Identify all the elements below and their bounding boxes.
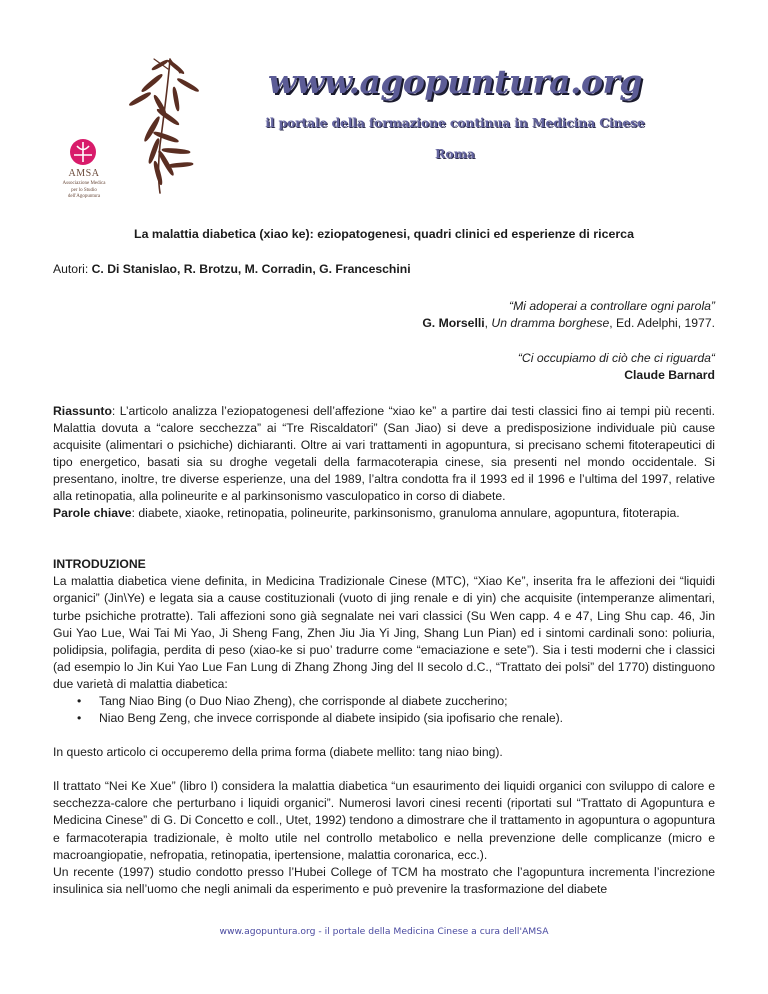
amsa-subtitle — [52, 181, 116, 201]
abstract-paragraph — [53, 403, 715, 506]
document-title: La malattia diabetica (xiao ke): eziopatogenesi, quadri clinici ed esperienze di ricerca — [134, 227, 634, 241]
keywords-label: Parole chiave — [53, 506, 132, 521]
epigraph-author: G. Morselli — [422, 316, 485, 331]
amsa-name: AMSA — [68, 168, 100, 179]
epigraph-author: Claude Barnard — [624, 368, 715, 383]
epigraph-quote: “Ci occupiamo di ciò che ci riguarda“ — [517, 351, 715, 366]
site-title-link[interactable]: www.agopuntura.org — [268, 62, 642, 101]
amsa-subtitle-line: per lo Studio — [71, 187, 97, 193]
abstract-text: : L’articolo analizza l’eziopatogenesi dell’affezione “xiao ke” a partire dai testi classici fino ai tempi più recenti. Malattia dovuta a “calore secchezza” ai “Tre Riscaldatori” (San Jiao) si deve a predisposizione individuale più cause acquisite (alimentari o psichiche) dichiaranti. Oltre ai vari trattamenti in agopuntura, si precisano schemi fitoterapeutici di tipo energetico, basati sia su droghe vegetali della farmacoterapia cinese, sia presenti nel mondo occidentale. Si presentano, inoltre, tre diverse esperienze, una del 1989, l’altra condotta fra il 1993 ed il 1996 e l’ultima del 1997, relative alla retinopatia, alla polineurite e al parkinsonismo vasculopatico in corso di diabete. — [53, 403, 715, 504]
diabetes-varieties-list — [53, 693, 715, 727]
page-footer: www.agopuntura.org - il portale della Medicina Cinese a cura dell'AMSA — [219, 926, 549, 937]
authors-line — [53, 261, 715, 278]
bamboo-branch-icon — [110, 55, 240, 195]
intro-paragraph-4: Un recente (1997) studio condotto presso l’Hubei College of TCM ha mostrato che l’agopuntura incrementa l’increzione insulinica sia nell’uomo che negli animali da esperimento e può prevenire la trasformazione del diabete — [53, 864, 715, 896]
separator: , — [484, 316, 492, 331]
intro-paragraph-2: In questo articolo ci occuperemo della prima forma (diabete mellito: tang niao bing). — [53, 745, 503, 760]
intro-paragraph-1: La malattia diabetica viene definita, in Medicina Tradizionale Cinese (MTC), “Xiao Ke”, inserita fra le affezioni dei “liquidi organici” (Jin\Ye) e legata sia a cause costituzionali (vuoto di jing renale e di yin) che acquisite (intemperanze alimentari, turbe psichiche protratte). Tali affezioni sono già segnalate nei vari classici (Su Wen capp. 4 e 47, Ling Shu cap. 46, Jin Gui Yao Lue, Wai Tai Mi Yao, Ji Sheng Fang, Zhen Jiu Jia Yi Jing, Shang Lun Pian) ed i sintomi cardinali sono: poliuria, polidipsia, polifagia, perdita di peso (xiao-ke si puo’ tradurre come “emaciazione e sete”). Sia i testi moderni che i classici (ad esempio lo Jin Kui Yao Lue Fan Lung di Zhang Zhong Jing del II secolo d.C., “Trattato dei polsi” del 1770) distinguono due varietà di malattia diabetica: — [53, 574, 715, 691]
authors-label: Autori: — [53, 262, 92, 277]
site-city: Roma — [434, 146, 476, 161]
epigraph-source — [422, 316, 715, 330]
epigraph-1 — [53, 298, 715, 332]
epigraph-2 — [53, 350, 715, 384]
document-body — [53, 226, 715, 898]
amsa-subtitle-line: Associazione Medica — [62, 181, 106, 186]
abstract-label: Riassunto — [53, 403, 112, 418]
epigraph-quote: “Mi adoperai a controllare ogni parola” — [509, 299, 715, 314]
intro-paragraph-3: Il trattato “Nei Ke Xue” (libro I) considera la malattia diabetica “un esaurimento dei liquidi organici con sviluppo di calore e secchezza-calore che perturbano i liquidi organici”. Numerosi lavori cinesi recenti (riportati sul “Trattato di Agopuntura e Medicina Cinese” di G. Di Concetto e coll., Utet, 1992) tendono a dimostrare che il trattamento in agopuntura o agopuntura e farmacoterapia tradizionale, è molto utile nel controllo metabolico e nella prevenzione delle complicanze (micro e macroangiopatie, nefropatia, retinopatia, ipertensione, malattia coronarica, ecc.). — [53, 779, 715, 862]
page-header — [0, 0, 768, 210]
site-subtitle: il portale della formazione continua in Medicina Cinese — [265, 115, 645, 130]
list-item: • Niao Beng Zeng, che invece corrisponde al diabete insipido (sia ipofisario che renale). — [77, 710, 715, 727]
amsa-subtitle-line: dell'Agopuntura — [67, 194, 101, 199]
amsa-emblem-icon — [68, 137, 98, 167]
keywords-paragraph — [53, 505, 715, 522]
keywords-text: : diabete, xiaoke, retinopatia, polineurite, parkinsonismo, granuloma annulare, agopuntura, fitoterapia. — [131, 506, 680, 521]
authors-names: C. Di Stanislao, R. Brotzu, M. Corradin, G. Franceschini — [91, 262, 411, 277]
epigraph-publisher: , Ed. Adelphi, 1977. — [609, 316, 715, 331]
list-item: • Tang Niao Bing (o Duo Niao Zheng), che corrisponde al diabete zuccherino; — [77, 693, 715, 710]
epigraph-work: Un dramma borghese — [491, 316, 610, 331]
amsa-logo — [40, 55, 200, 205]
section-heading-introduzione: INTRODUZIONE — [53, 557, 146, 572]
